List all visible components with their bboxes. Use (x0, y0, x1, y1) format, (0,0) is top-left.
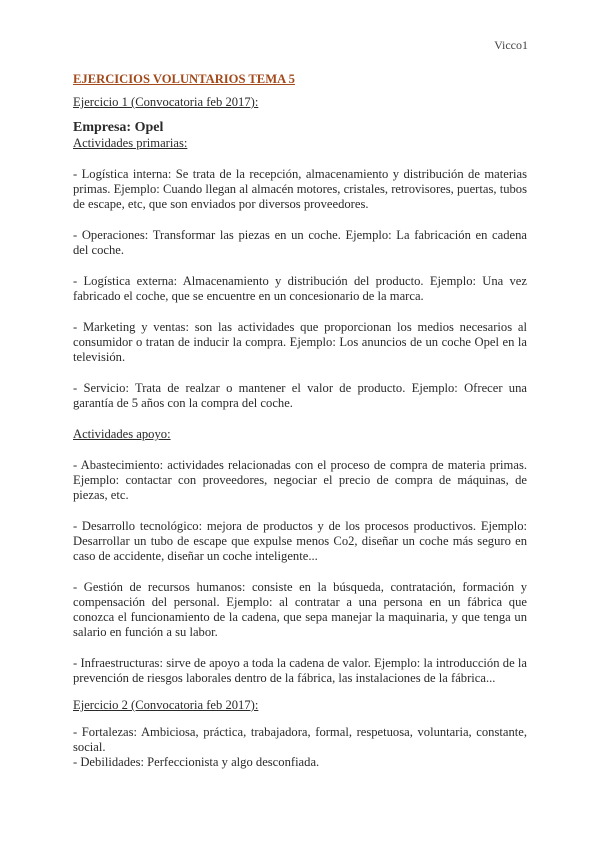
company-name: Empresa: Opel (73, 120, 164, 135)
support-activity-infraestructuras: - Infraestructuras: sirve de apoyo a toda la cadena de valor. Ejemplo: la introducción de la prevención de riesgos laborales dentro de la fábrica, las instalaciones de la fábrica... (73, 656, 527, 685)
weaknesses: - Debilidades: Perfeccionista y algo desconfiada. (73, 755, 320, 769)
support-activities-heading: Actividades apoyo: (73, 427, 171, 441)
primary-activity-servicio: - Servicio: Trata de realzar o mantener el valor de producto. Ejemplo: Ofrecer una garantía de 5 años con la compra del coche. (73, 381, 527, 410)
primary-activities-heading: Actividades primarias: (73, 136, 188, 150)
primary-activity-marketing: - Marketing y ventas: son las actividades que proporcionan los medios necesarios al consumidor o tratan de inducir la compra. Ejemplo: Los anuncios de un coche Opel en la televisión. (73, 320, 527, 364)
header-code: Vicco1 (494, 38, 528, 52)
document-title: EJERCICIOS VOLUNTARIOS TEMA 5 (73, 72, 295, 86)
support-activity-desarrollo: - Desarrollo tecnológico: mejora de productos y de los procesos productivos. Ejemplo: Desarrollar un tubo de escape que expulse menos Co2, diseñar un coche más seguro en caso de accidente, diseñar un coche inteligente... (73, 519, 527, 563)
exercise-1-heading: Ejercicio 1 (Convocatoria feb 2017): (73, 95, 259, 109)
primary-activity-logistica-interna: - Logística interna: Se trata de la recepción, almacenamiento y distribución de materias primas. Ejemplo: Cuando llegan al almacén motores, cristales, retrovisores, puertas, tubos de escape, etc, que son enviados por diversos proveedores. (73, 167, 527, 211)
strengths: - Fortalezas: Ambiciosa, práctica, trabajadora, formal, respetuosa, voluntaria, constante, social. (73, 725, 527, 754)
document-body (73, 72, 527, 770)
support-activity-rrhh: - Gestión de recursos humanos: consiste en la búsqueda, contratación, formación y compensación del personal. Ejemplo: al contratar a una persona en un fábrica que conozca el funcionamiento de la cadena, que sepa manejar la maquinaria, y que tenga un salario en función a su labor. (73, 580, 527, 639)
support-activity-abastecimiento: - Abastecimiento: actividades relacionadas con el proceso de compra de materia primas. Ejemplo: contactar con proveedores, negociar el precio de compra de máquinas, de piezas, etc. (73, 458, 527, 502)
primary-activity-operaciones: - Operaciones: Transformar las piezas en un coche. Ejemplo: La fabricación en cadena del coche. (73, 228, 527, 257)
primary-activity-logistica-externa: - Logística externa: Almacenamiento y distribución del producto. Ejemplo: Una vez fabricado el coche, que se encuentre en un concesionario de la marca. (73, 274, 527, 303)
exercise-2-heading: Ejercicio 2 (Convocatoria feb 2017): (73, 698, 259, 712)
